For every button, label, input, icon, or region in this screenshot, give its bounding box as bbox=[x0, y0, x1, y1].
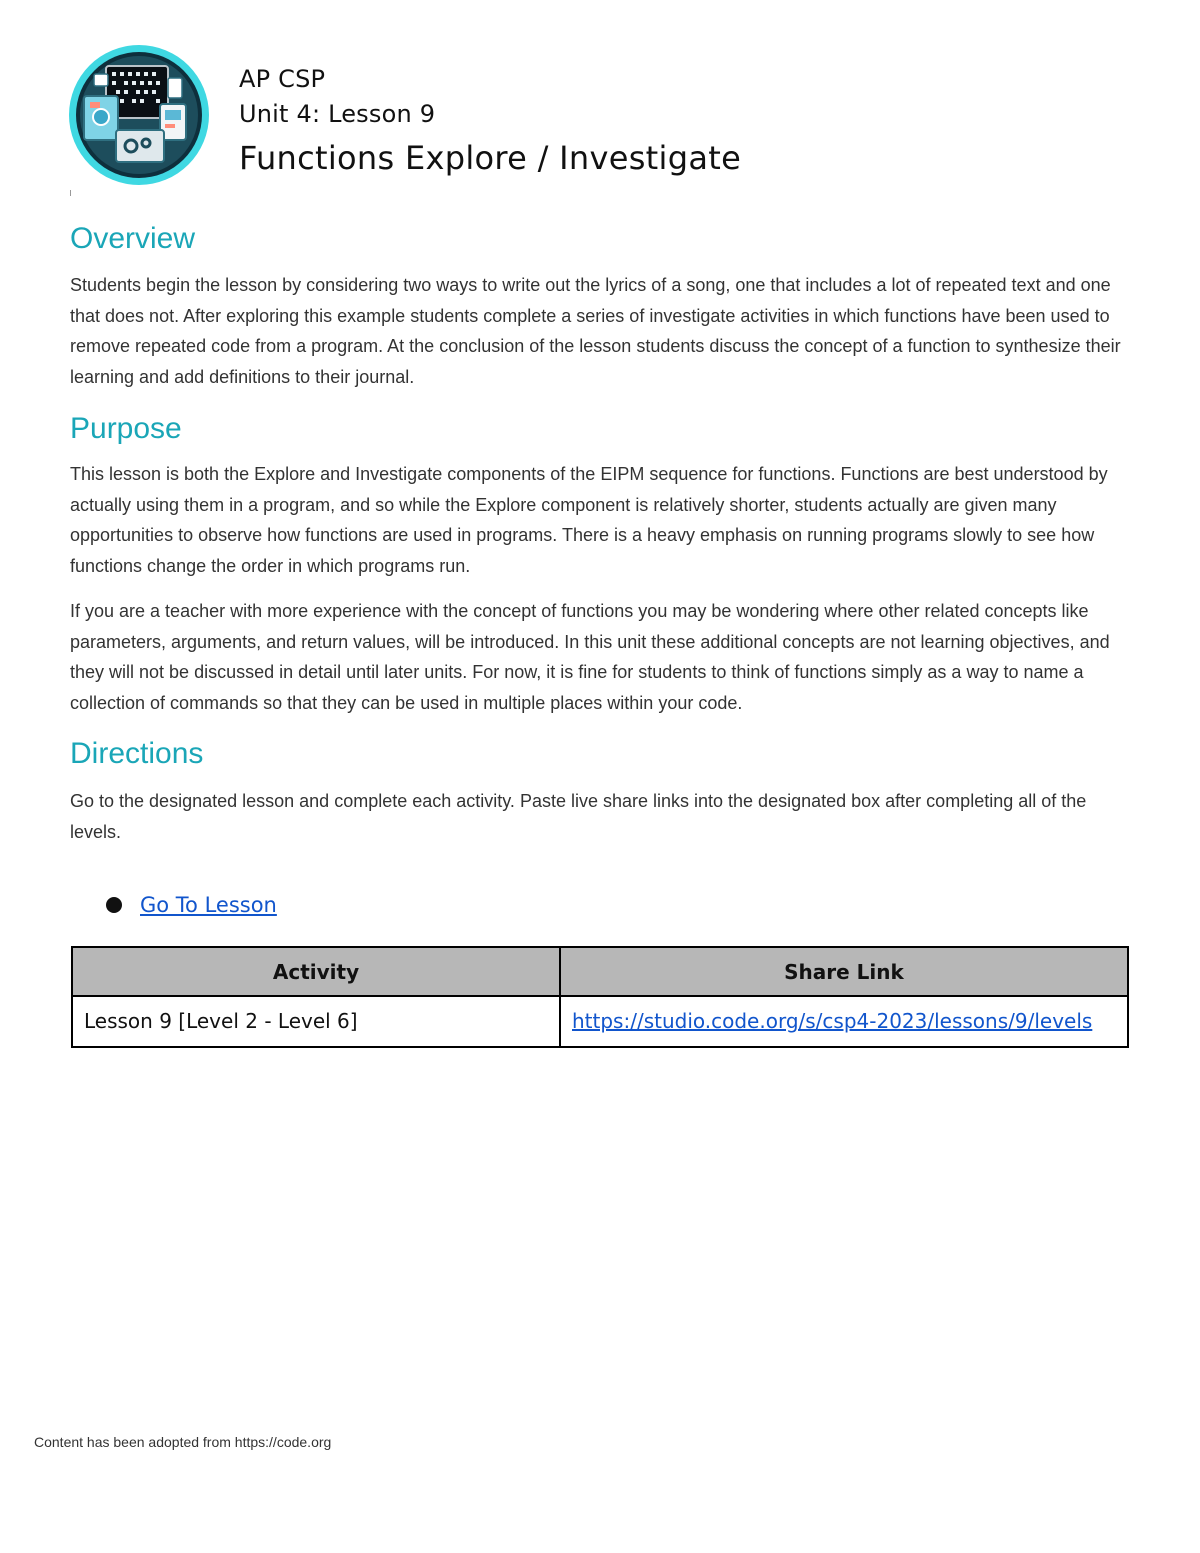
purpose-heading: Purpose bbox=[70, 412, 182, 445]
lesson-link-list-item bbox=[106, 893, 277, 917]
table-row bbox=[72, 996, 1128, 1047]
footer-credit: Content has been adopted from https://code.org bbox=[34, 1434, 332, 1450]
bullet-dot-icon bbox=[106, 897, 122, 913]
purpose-paragraph-2: If you are a teacher with more experience with the concept of functions you may be wondering where other related concepts like parameters, arguments, and return values, will be introduced. In this unit these additional concepts are not learning objectives, and they will not be discussed in detail until later units. For now, it is fine for students to think of functions simply as a way to name a collection of commands so that they can be used in multiple places within your code. bbox=[70, 601, 1110, 713]
activity-cell: Lesson 9 [Level 2 - Level 6] bbox=[72, 996, 560, 1047]
directions-heading: Directions bbox=[70, 737, 204, 770]
document-header bbox=[239, 62, 741, 182]
purpose-paragraph-1: This lesson is both the Explore and Investigate components of the EIPM sequence for functions. Functions are best understood by actually using them in a program, and so while the Explore component is relatively shorter, students actually are given many opportunities to observe how functions are used in programs. There is a heavy emphasis on running programs slowly to see how functions change the order in which programs run. bbox=[70, 464, 1108, 576]
share-link-cell bbox=[560, 996, 1128, 1047]
table-header-row bbox=[72, 947, 1128, 996]
activity-table bbox=[71, 946, 1129, 1048]
overview-heading: Overview bbox=[70, 222, 196, 255]
activity-column-header: Activity bbox=[72, 947, 560, 996]
page-title: Functions Explore / Investigate bbox=[239, 139, 742, 177]
course-name: AP CSP bbox=[239, 65, 326, 93]
overview-text: Students begin the lesson by considering two ways to write out the lyrics of a song, one that includes a lot of repeated text and one that does not. After exploring this example students complete a series of investigate activities in which functions have been used to remove repeated code from a program. At the conclusion of the lesson students discuss the concept of a function to synthesize their learning and add definitions to their journal. bbox=[70, 275, 1121, 387]
cursor-mark bbox=[70, 190, 71, 196]
unit-lesson: Unit 4: Lesson 9 bbox=[239, 100, 436, 128]
share-link[interactable]: https://studio.code.org/s/csp4-2023/lessons/9/levels bbox=[572, 1009, 1093, 1033]
go-to-lesson-link[interactable]: Go To Lesson bbox=[140, 893, 277, 917]
course-logo-icon bbox=[68, 44, 210, 186]
share-link-column-header: Share Link bbox=[560, 947, 1128, 996]
directions-text: Go to the designated lesson and complete each activity. Paste live share links into the designated box after completing all of the levels. bbox=[70, 791, 1087, 842]
